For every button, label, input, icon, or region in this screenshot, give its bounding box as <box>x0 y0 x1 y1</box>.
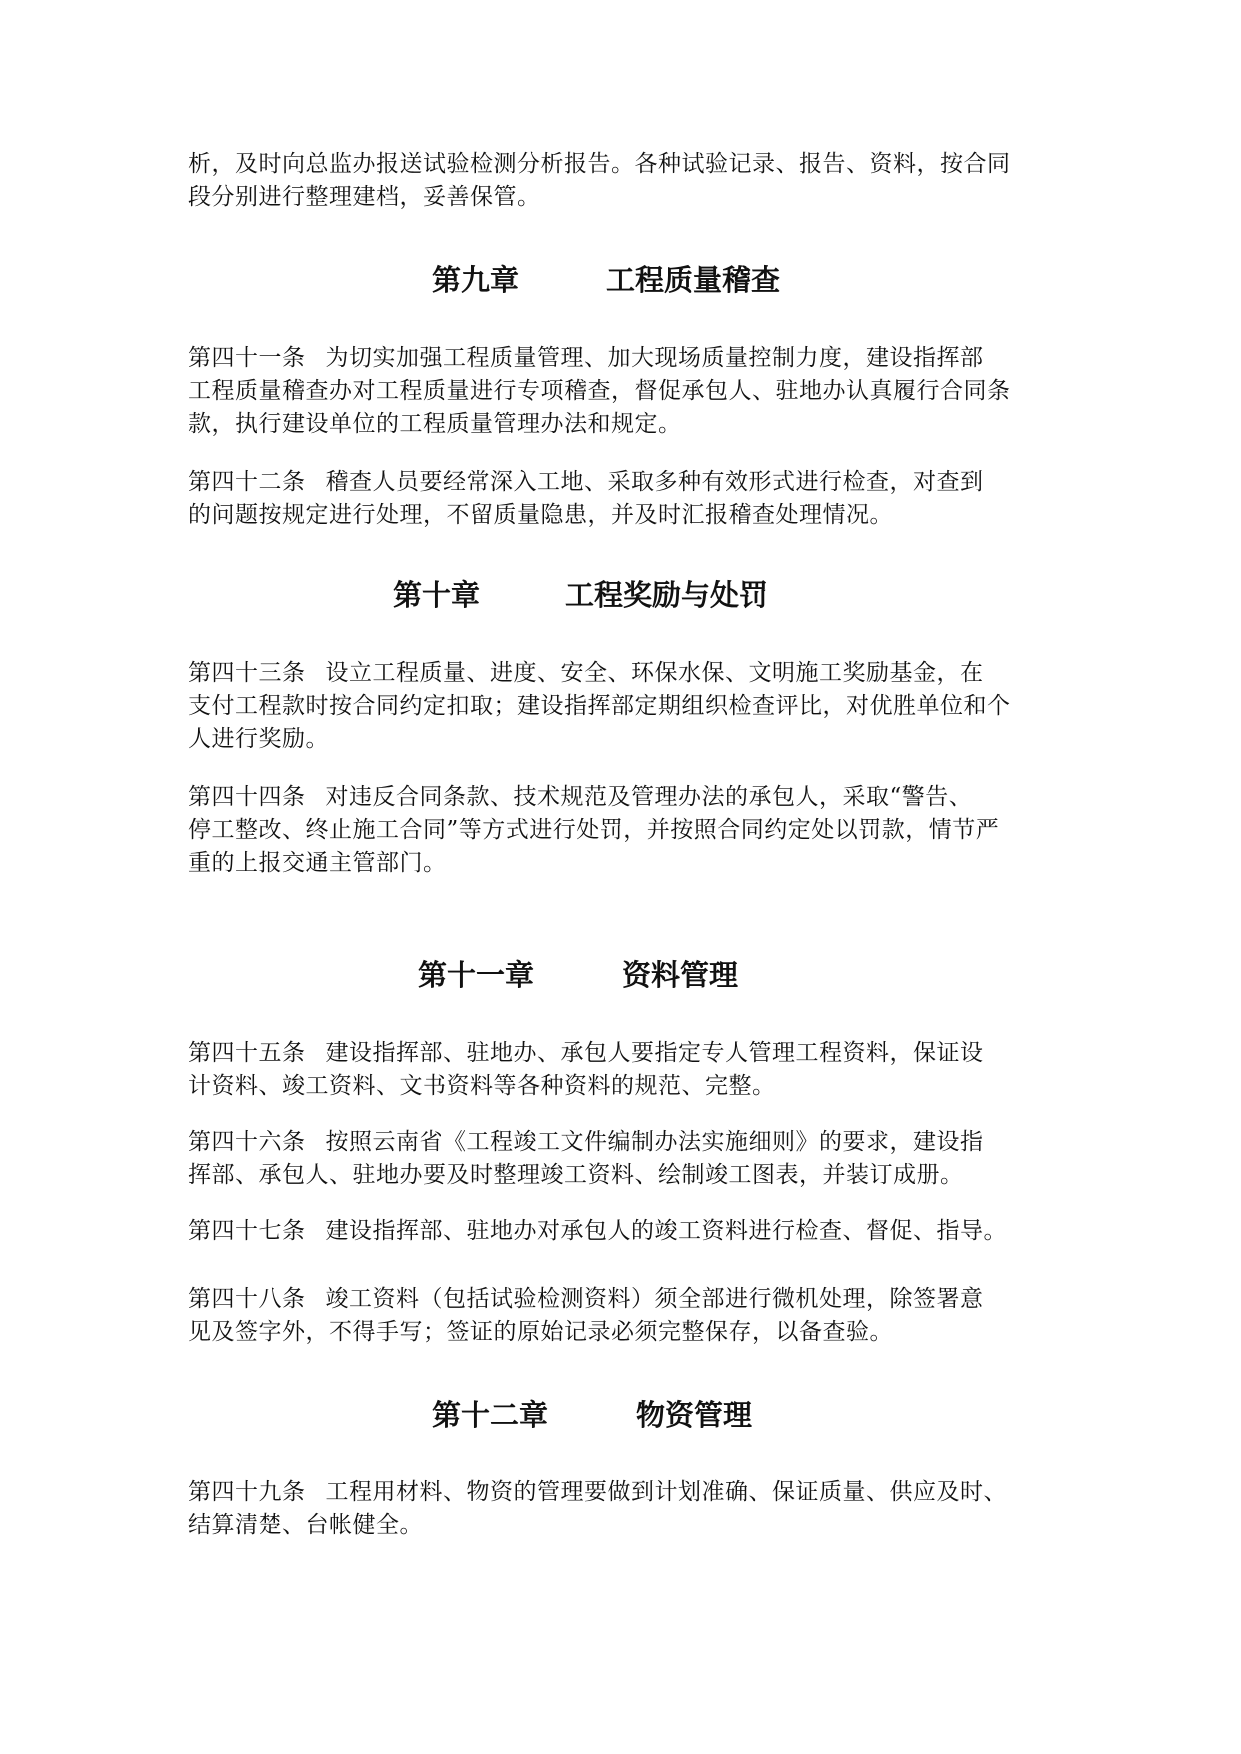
chapter-9-title: 工程质量稽查 <box>606 263 781 297</box>
intro-line-1: 析，及时向总监办报送试验检测分析报告。各种试验记录、报告、资料，按合同 <box>188 151 1011 177</box>
article-45-line-2: 计资料、竣工资料、文书资料等各种资料的规范、完整。 <box>188 1073 776 1099</box>
article-42-line-1: 稽查人员要经常深入工地、采取多种有效形式进行检查，对查到 <box>325 469 984 495</box>
article-48-label: 第四十八条 <box>188 1286 306 1312</box>
intro-paragraph <box>188 148 1078 214</box>
article-48-line-1: 竣工资料（包括试验检测资料）须全部进行微机处理，除签署意 <box>325 1286 984 1312</box>
article-44 <box>188 781 1078 880</box>
article-42-label: 第四十二条 <box>188 469 306 495</box>
article-42-line-2: 的问题按规定进行处理，不留质量隐患，并及时汇报稽查处理情况。 <box>188 502 893 528</box>
article-45 <box>188 1037 1078 1103</box>
chapter-12-title: 物资管理 <box>636 1398 753 1432</box>
article-46-label: 第四十六条 <box>188 1129 306 1155</box>
article-49-label: 第四十九条 <box>188 1479 306 1505</box>
article-43-line-1: 设立工程质量、进度、安全、环保水保、文明施工奖励基金，在 <box>325 660 984 686</box>
article-44-label: 第四十四条 <box>188 784 306 810</box>
article-43 <box>188 657 1078 756</box>
article-47-line-1: 建设指挥部、驻地办对承包人的竣工资料进行检查、督促、指导。 <box>325 1218 1007 1244</box>
article-44-line-3: 重的上报交通主管部门。 <box>188 850 447 876</box>
article-41-line-1: 为切实加强工程质量管理、加大现场质量控制力度，建设指挥部 <box>325 345 984 371</box>
article-45-line-1: 建设指挥部、驻地办、承包人要指定专人管理工程资料，保证设 <box>325 1040 984 1066</box>
article-43-line-2: 支付工程款时按合同约定扣取；建设指挥部定期组织检查评比，对优胜单位和个 <box>188 693 1011 719</box>
chapter-11-title: 资料管理 <box>622 958 739 992</box>
article-43-line-3: 人进行奖励。 <box>188 726 329 752</box>
article-48-line-2: 见及签字外，不得手写；签证的原始记录必须完整保存，以备查验。 <box>188 1319 893 1345</box>
article-43-label: 第四十三条 <box>188 660 306 686</box>
article-42 <box>188 466 1078 532</box>
chapter-9-number: 第九章 <box>432 263 520 297</box>
chapter-12-number: 第十二章 <box>432 1398 549 1432</box>
article-41-line-2: 工程质量稽查办对工程质量进行专项稽查，督促承包人、驻地办认真履行合同条 <box>188 378 1011 404</box>
intro-line-2: 段分别进行整理建档，妥善保管。 <box>188 184 541 210</box>
article-48 <box>188 1283 1078 1349</box>
article-45-label: 第四十五条 <box>188 1040 306 1066</box>
chapter-10-title: 工程奖励与处罚 <box>565 578 769 612</box>
article-47-label: 第四十七条 <box>188 1218 306 1244</box>
article-44-line-2: 停工整改、终止施工合同”等方式进行处罚，并按照合同约定处以罚款，情节严 <box>188 817 1000 843</box>
article-49-line-2: 结算清楚、台帐健全。 <box>188 1512 423 1538</box>
chapter-11-number: 第十一章 <box>418 958 535 992</box>
article-49-line-1: 工程用材料、物资的管理要做到计划准确、保证质量、供应及时、 <box>325 1479 1007 1505</box>
article-46-line-1: 按照云南省《工程竣工文件编制办法实施细则》的要求，建设指 <box>325 1129 984 1155</box>
article-46-line-2: 挥部、承包人、驻地办要及时整理竣工资料、绘制竣工图表，并装订成册。 <box>188 1162 964 1188</box>
article-44-line-1: 对违反合同条款、技术规范及管理办法的承包人，采取“警告、 <box>325 784 973 810</box>
article-41-label: 第四十一条 <box>188 345 306 371</box>
chapter-10-number: 第十章 <box>393 578 481 612</box>
article-41 <box>188 342 1078 441</box>
article-47 <box>188 1215 1078 1248</box>
article-41-line-3: 款，执行建设单位的工程质量管理办法和规定。 <box>188 411 682 437</box>
article-49 <box>188 1476 1078 1542</box>
article-46 <box>188 1126 1078 1192</box>
